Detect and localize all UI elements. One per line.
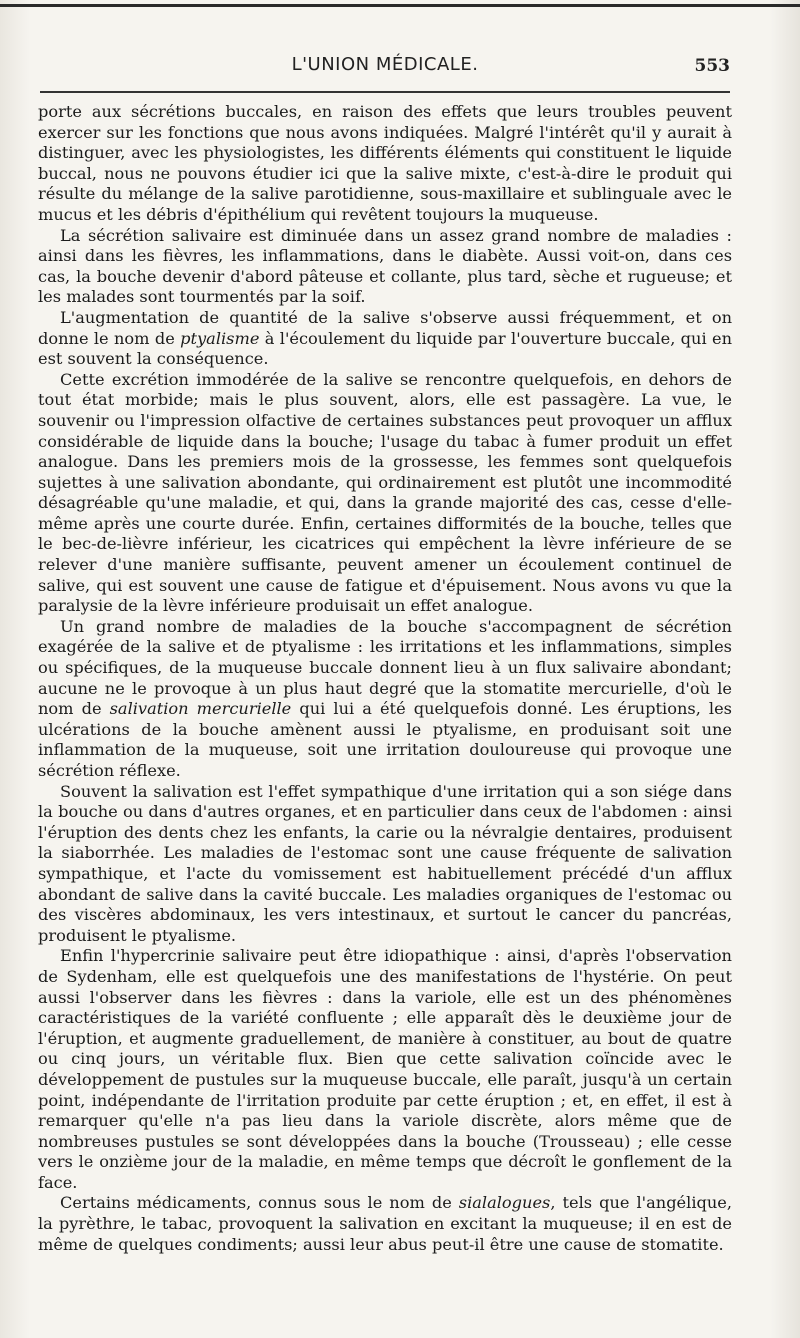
paragraph-text: Un grand nombre de maladies de la bouche s'accompagnent de sécrétion exagérée de la salive et de ptyalisme : les irritations et les inflammations, simples ou spécifiques, de la muqueuse buccale donnent lieu à un flux salivaire abondant; aucune ne le provoque à un plus haut degré que la stomatite mercurielle, d'où le nom de [38, 616, 732, 719]
paragraph-8 [38, 1193, 732, 1255]
paragraph-6 [38, 782, 732, 947]
article-body [38, 102, 732, 1255]
paragraph-text: La sécrétion salivaire est diminuée dans un assez grand nombre de maladies : ainsi dans les fièvres, les inflammations, dans le diabète. Aussi voit-on, dans ces cas, la bouche devenir d'abord pâteuse et collante, plus tard, sèche et rugueuse; et les malades sont tourmentés par la soif. [38, 225, 732, 307]
paragraph-5 [38, 617, 732, 782]
term-ptyalisme: ptyalisme [180, 328, 260, 348]
header-rule [40, 91, 730, 93]
term-sialalogues: sialalogues [458, 1193, 551, 1213]
paragraph-2 [38, 226, 732, 308]
paragraph-text: Cette excrétion immodérée de la salive se rencontre quelquefois, en dehors de tout état morbide; mais le plus souvent, alors, elle est passagère. La vue, le souvenir ou l'impression olfactive de certaines substances peut provoquer un afflux considérable de liquide dans la bouche; l'usage du tabac à fumer produit un effet analogue. Dans les premiers mois de la grossesse, les femmes sont quelquefois sujettes à une salivation abondante, qui ordinairement est plutôt une incommodité désagréable qu'une maladie, et qui, dans la grande majorité des cas, cesse d'elle-même après une courte durée. Enfin, certaines difformités de la bouche, telles que le bec-de-lièvre inférieur, les cicatrices qui empêchent la lèvre inférieure de se relever d'une manière suffisante, peuvent amener un écoulement continuel de salive, qui est souvent une cause de fatigue et d'épuisement. Nous avons vu que la paralysie de la lèvre inférieure produisait un effet analogue. [38, 369, 732, 616]
page-header [40, 54, 730, 84]
running-title: L'UNION MÉDICALE. [291, 54, 479, 75]
page-number: 553 [694, 56, 730, 76]
paragraph-text: Certains médicaments, connus sous le nom de [60, 1193, 459, 1213]
paragraph-text: L'augmentation de quantité de la salive s'observe aussi fréquemment, et on donne le nom de [38, 307, 732, 348]
paragraph-text: Souvent la salivation est l'effet sympathique d'une irritation qui a son siége dans la bouche ou dans d'autres organes, et en particulier dans ceux de l'abdomen : ainsi l'éruption des dents chez les enfants, la carie ou la névralgie dentaires, produisent la siaborrhée. Les maladies de l'estomac sont une cause fréquente de salivation sympathique, et l'acte du vomissement est habituellement précédé d'un afflux abondant de salive dans la cavité buccale. Les maladies organiques de l'estomac ou des viscères abdominaux, les vers intestinaux, et surtout le cancer du pancréas, produisent le ptyalisme. [38, 781, 732, 945]
paragraph-1 [38, 102, 732, 226]
paragraph-4 [38, 370, 732, 617]
paragraph-text: à l'écoulement du liquide par l'ouverture buccale, qui en est souvent la conséquence. [38, 328, 733, 369]
paragraph-text: qui lui a été quelquefois donné. Les éruptions, les ulcérations de la bouche amènent aussi le ptyalisme, en produisant soit une inflammation de la muqueuse, soit une irritation douloureuse qui provoque une sécrétion réflexe. [38, 699, 732, 780]
term-salivation-mercurielle: salivation mercurielle [109, 699, 292, 719]
top-edge-rule [0, 4, 800, 7]
paragraph-3 [38, 308, 732, 370]
paragraph-text: , tels que l'angélique, la pyrèthre, le tabac, provoquent la salivation en excitant la muqueuse; il en est de même de quelques condiments; aussi leur abus peut-il être une cause de stomatite. [38, 1193, 733, 1254]
paragraph-text: Enfin l'hypercrinie salivaire peut être idiopathique : ainsi, d'après l'observation de Sydenham, elle est quelquefois une des manifestations de l'hystérie. On peut aussi l'observer dans les fièvres : dans la variole, elle est un des phénomènes caractéristiques de la variété confluente ; elle apparaît dès le deuxième jour de l'éruption, et augmente graduellement, de manière à constituer, au bout de quatre ou cinq jours, un véritable flux. Bien que cette salivation coïncide avec le développement de pustules sur la muqueuse buccale, elle paraît, jusqu'à un certain point, indépendante de l'irritation produite par cette éruption ; et, en effet, il est à remarquer qu'elle n'a pas lieu dans la variole discrète, alors même que de nombreuses pustules se sont développées dans la bouche (Trousseau) ; elle cesse vers le onzième jour de la maladie, en même temps que décroît le gonflement de la face. [38, 946, 732, 1192]
paragraph-7 [38, 946, 732, 1193]
paragraph-text: porte aux sécrétions buccales, en raison des effets que leurs troubles peuvent exercer sur les fonctions que nous avons indiquées. Malgré l'intérêt qu'il y aurait à distinguer, avec les physiologistes, les différents éléments qui constituent le liquide buccal, nous ne pouvons étudier ici que la salive mixte, c'est-à-dire le produit qui résulte du mélange de la salive parotidienne, sous-maxillaire et sublinguale avec le mucus et les débris d'épithélium qui revêtent toujours la muqueuse. [38, 102, 732, 224]
